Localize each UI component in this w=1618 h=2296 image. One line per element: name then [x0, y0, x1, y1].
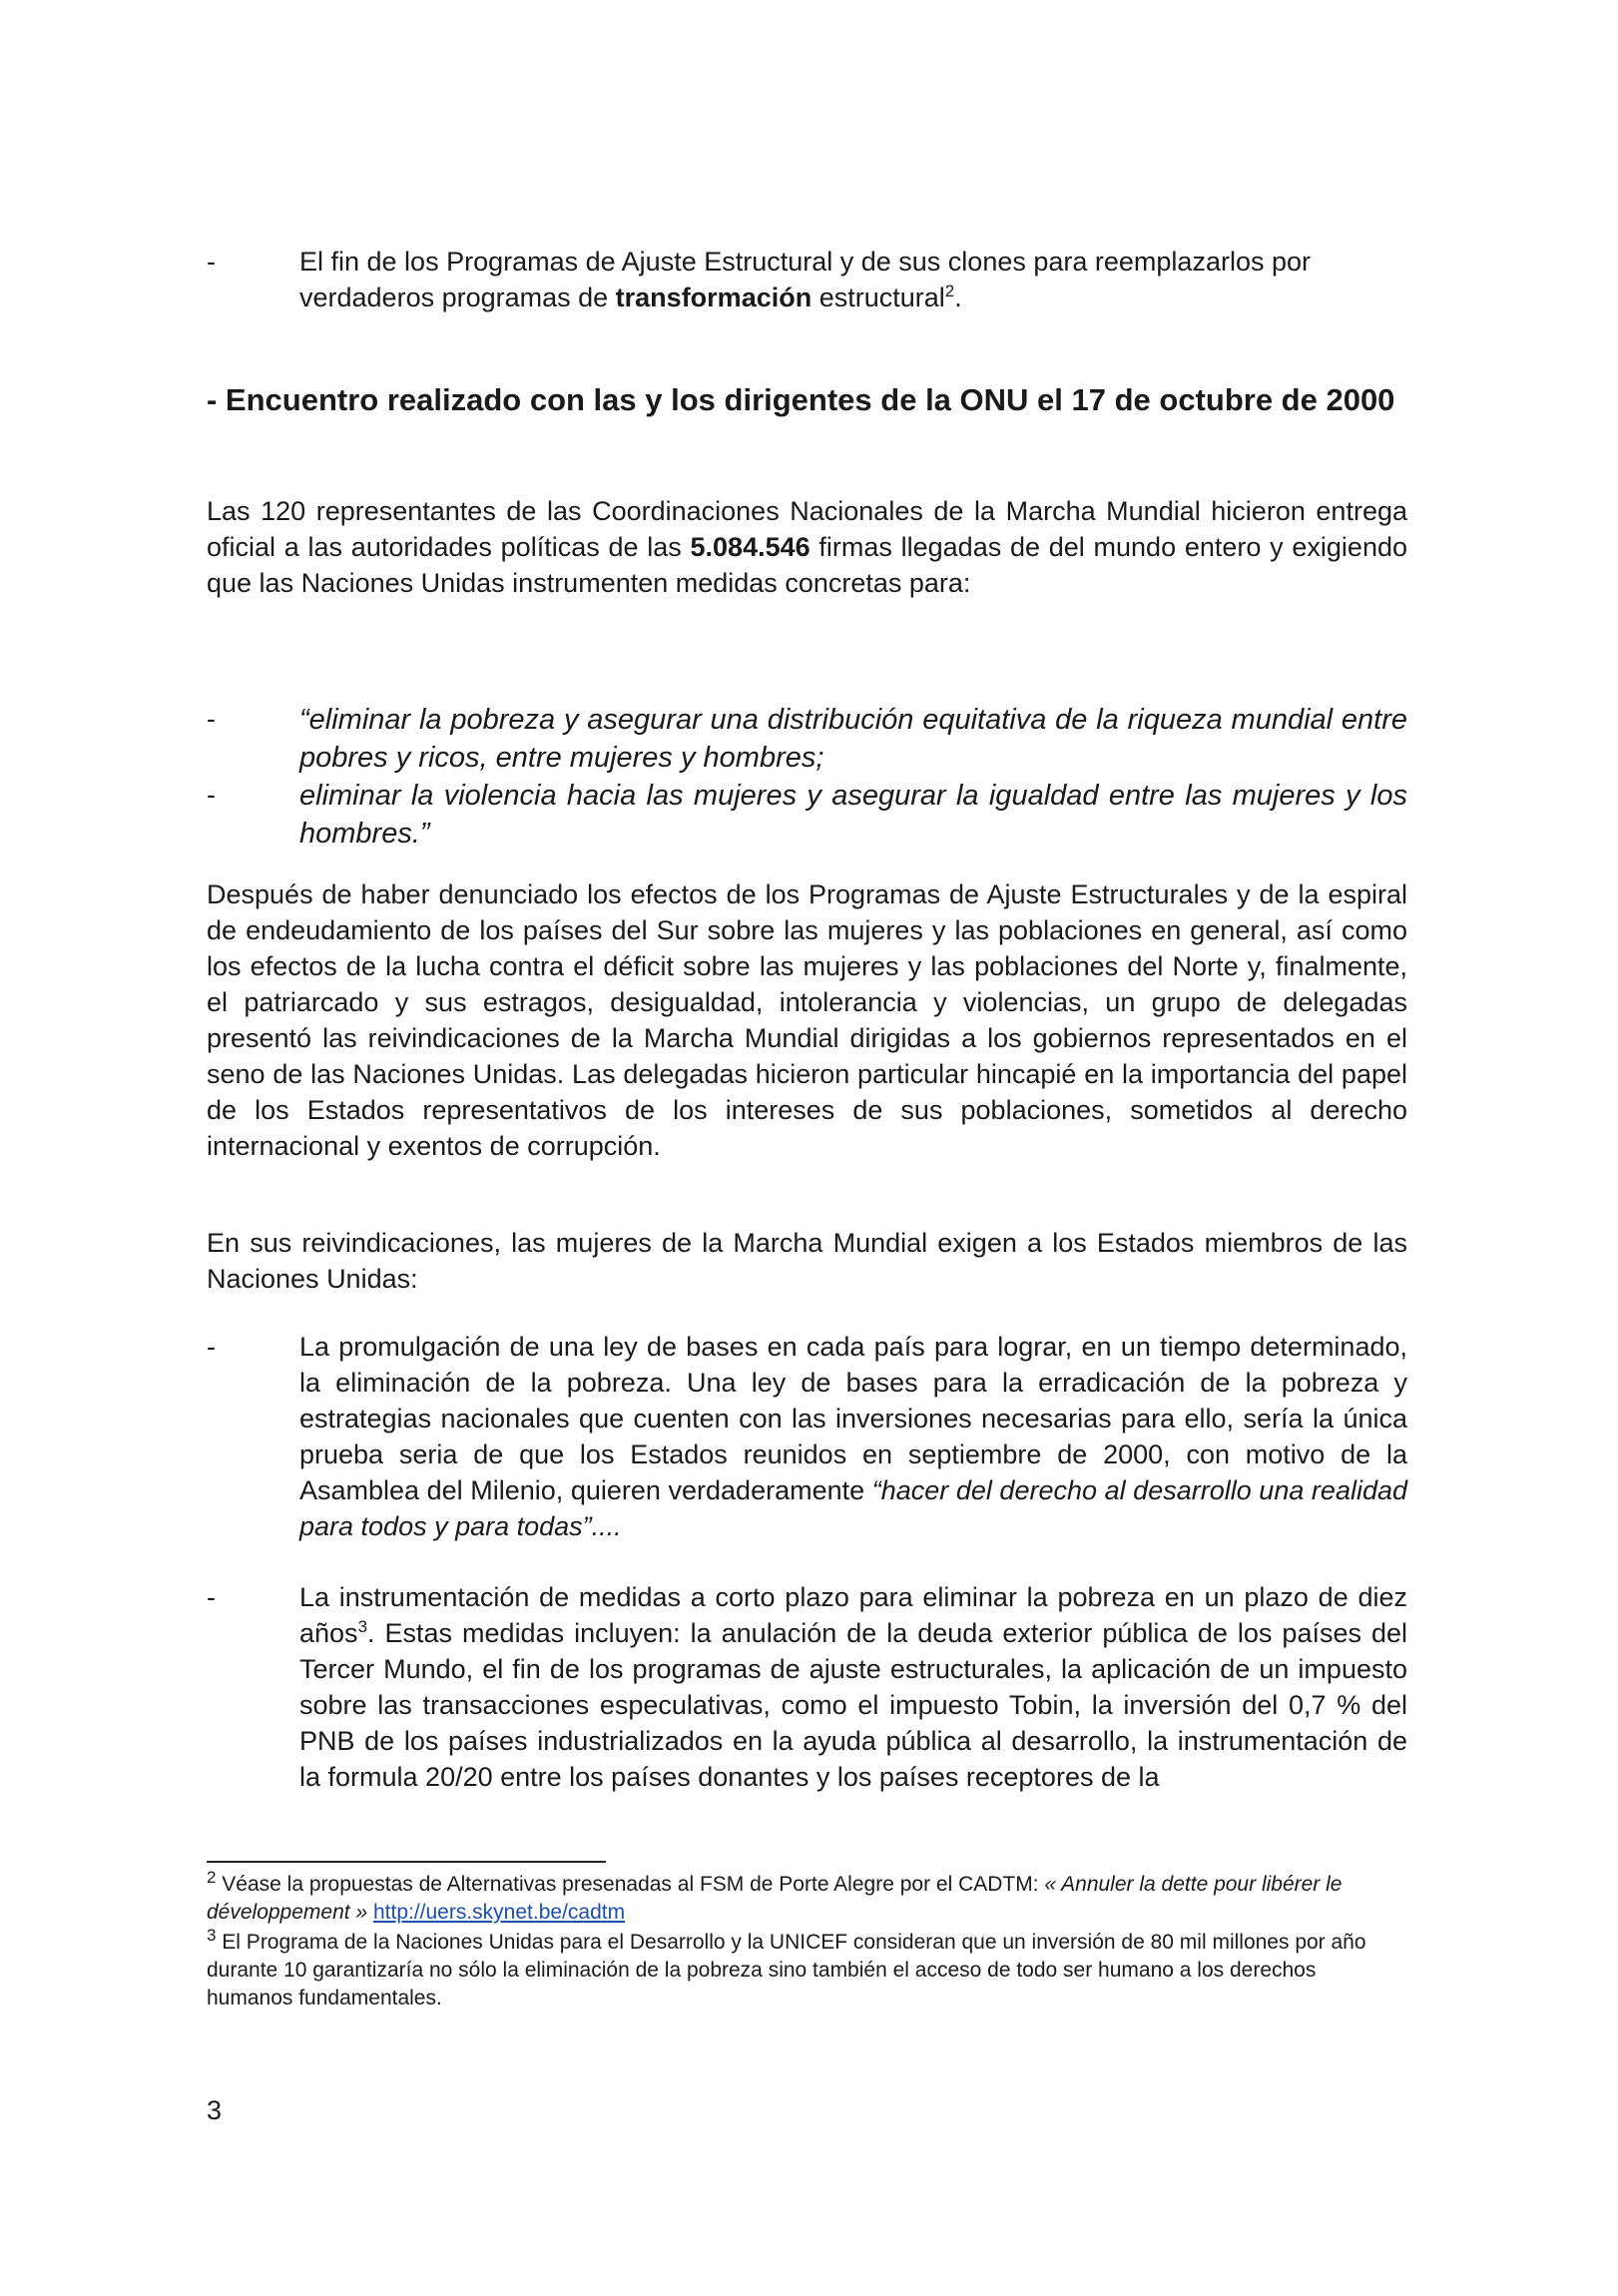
footnote-2 — [207, 1868, 1407, 1927]
demand-item-measures — [299, 1579, 1407, 1795]
demand-text-end: . Estas medidas incluyen: la anulación de la deuda exterior pública de los países del Tercer Mundo, el fin de los programas de ajuste estructurales, la aplicación de un impuesto sobre las transacciones especulativas, como el impuesto Tobin, la inversión del 0,7 % del PNB de los países industrializados en la ayuda pública al desarrollo, la instrumentación de la formula 20/20 entre los países donantes y los países receptores de la — [299, 1618, 1407, 1792]
signature-count: 5.084.546 — [690, 532, 810, 562]
footnote-text: El Programa de la Naciones Unidas para el Desarrollo y la UNICEF consideran que un inversión de 80 mil millones por año durante 10 garantizaría no sólo la eliminación de la pobreza sino también el acceso de todo ser humano a los derechos humanos fundamentales. — [207, 1931, 1366, 2009]
demand-item-law — [299, 1329, 1407, 1544]
list-bullet: - — [207, 780, 216, 810]
quote-item-poverty: “eliminar la pobreza y asegurar una distribución equitativa de la riqueza mundial entre pobres y ricos, entre mujeres y hombres; — [299, 704, 1407, 774]
footnote-link[interactable]: http://uers.skynet.be/cadtm — [372, 1901, 626, 1924]
footnote-number: 3 — [207, 1926, 217, 1945]
item-text-end: estructural — [811, 283, 945, 312]
quote-item-violence: eliminar la violencia hacia las mujeres y asegurar la igualdad entre las mujeres y los hombres.” — [299, 780, 1407, 850]
page-number: 3 — [207, 2095, 223, 2125]
list-bullet: - — [207, 247, 216, 277]
demand-text: La promulgación de una ley de bases en cada país para lograr, en un tiempo determinado, la eliminación de la pobreza. Una ley de bases para la erradicación de la pobreza y estrategias nacionales que cuenten con las inversiones necesarias para ello, sería la única prueba seria de que los Estados reunidos en septiembre de 2000, con motivo de la Asamblea del Milenio, quieren verdaderamente — [299, 1332, 1407, 1505]
footnote-italic-title: « Annuler la dette pour libérer le développement » — [207, 1873, 1343, 1924]
list-bullet: - — [207, 1332, 216, 1362]
demand-text: La instrumentación de medidas a corto plazo para eliminar la pobreza en un plazo de diez años — [299, 1582, 1407, 1648]
footnote-separator — [207, 1861, 606, 1863]
para-text-end: firmas llegadas de del mundo entero y exigiendo que las Naciones Unidas instrumenten medidas concretas para: — [207, 532, 1407, 598]
list-item-intro — [299, 244, 1407, 315]
list-bullet: - — [207, 1582, 216, 1612]
item-text: El fin de los Programas de Ajuste Estructural y de sus clones para reemplazarlos por verdaderos programas de — [299, 247, 1311, 312]
item-period: . — [954, 283, 962, 312]
paragraph-demands-intro: En sus reivindicaciones, las mujeres de la Marcha Mundial exigen a los Estados miembros de las Naciones Unidas: — [207, 1228, 1407, 1294]
footnote-text: Véase la propuestas de Alternativas presenadas al FSM de Porte Alegre por el CADTM: — [216, 1873, 1045, 1896]
para-text: Las 120 representantes de las Coordinaciones Nacionales de la Marcha Mundial hicieron entrega oficial a las autoridades políticas de las — [207, 496, 1407, 562]
footnote-3 — [207, 1926, 1407, 2012]
footnote-ref[interactable]: 3 — [357, 1617, 368, 1636]
list-bullet: - — [207, 704, 216, 734]
paragraph-denunciation: Después de haber denunciado los efectos de los Programas de Ajuste Estructurales y de la espiral de endeudamiento de los países del Sur sobre las mujeres y las poblaciones en general, así como los efectos de la lucha contra el déficit sobre las mujeres y las poblaciones del Norte y, finalmente, el patriarcado y sus estragos, desigualdad, intolerancia y violencias, un grupo de delegadas presentó las reivindicaciones de la Marcha Mundial dirigidas a los gobiernos representados en el seno de las Naciones Unidas. Las delegadas hicieron particular hincapié en la importancia del papel de los Estados representativos de los intereses de sus poblaciones, sometidos al derecho internacional y exentos de corrupción. — [207, 879, 1407, 1161]
section-heading: - Encuentro realizado con las y los dirigentes de la ONU el 17 de octubre de 2000 — [207, 382, 1395, 417]
item-bold-text: transformación — [615, 283, 812, 312]
footnote-number: 2 — [207, 1868, 217, 1887]
paragraph-signatures — [207, 493, 1407, 601]
footnote-ref[interactable]: 2 — [944, 282, 955, 300]
demand-quote: “hacer del derecho al desarrollo una realidad para todos y para todas”.... — [299, 1475, 1408, 1541]
